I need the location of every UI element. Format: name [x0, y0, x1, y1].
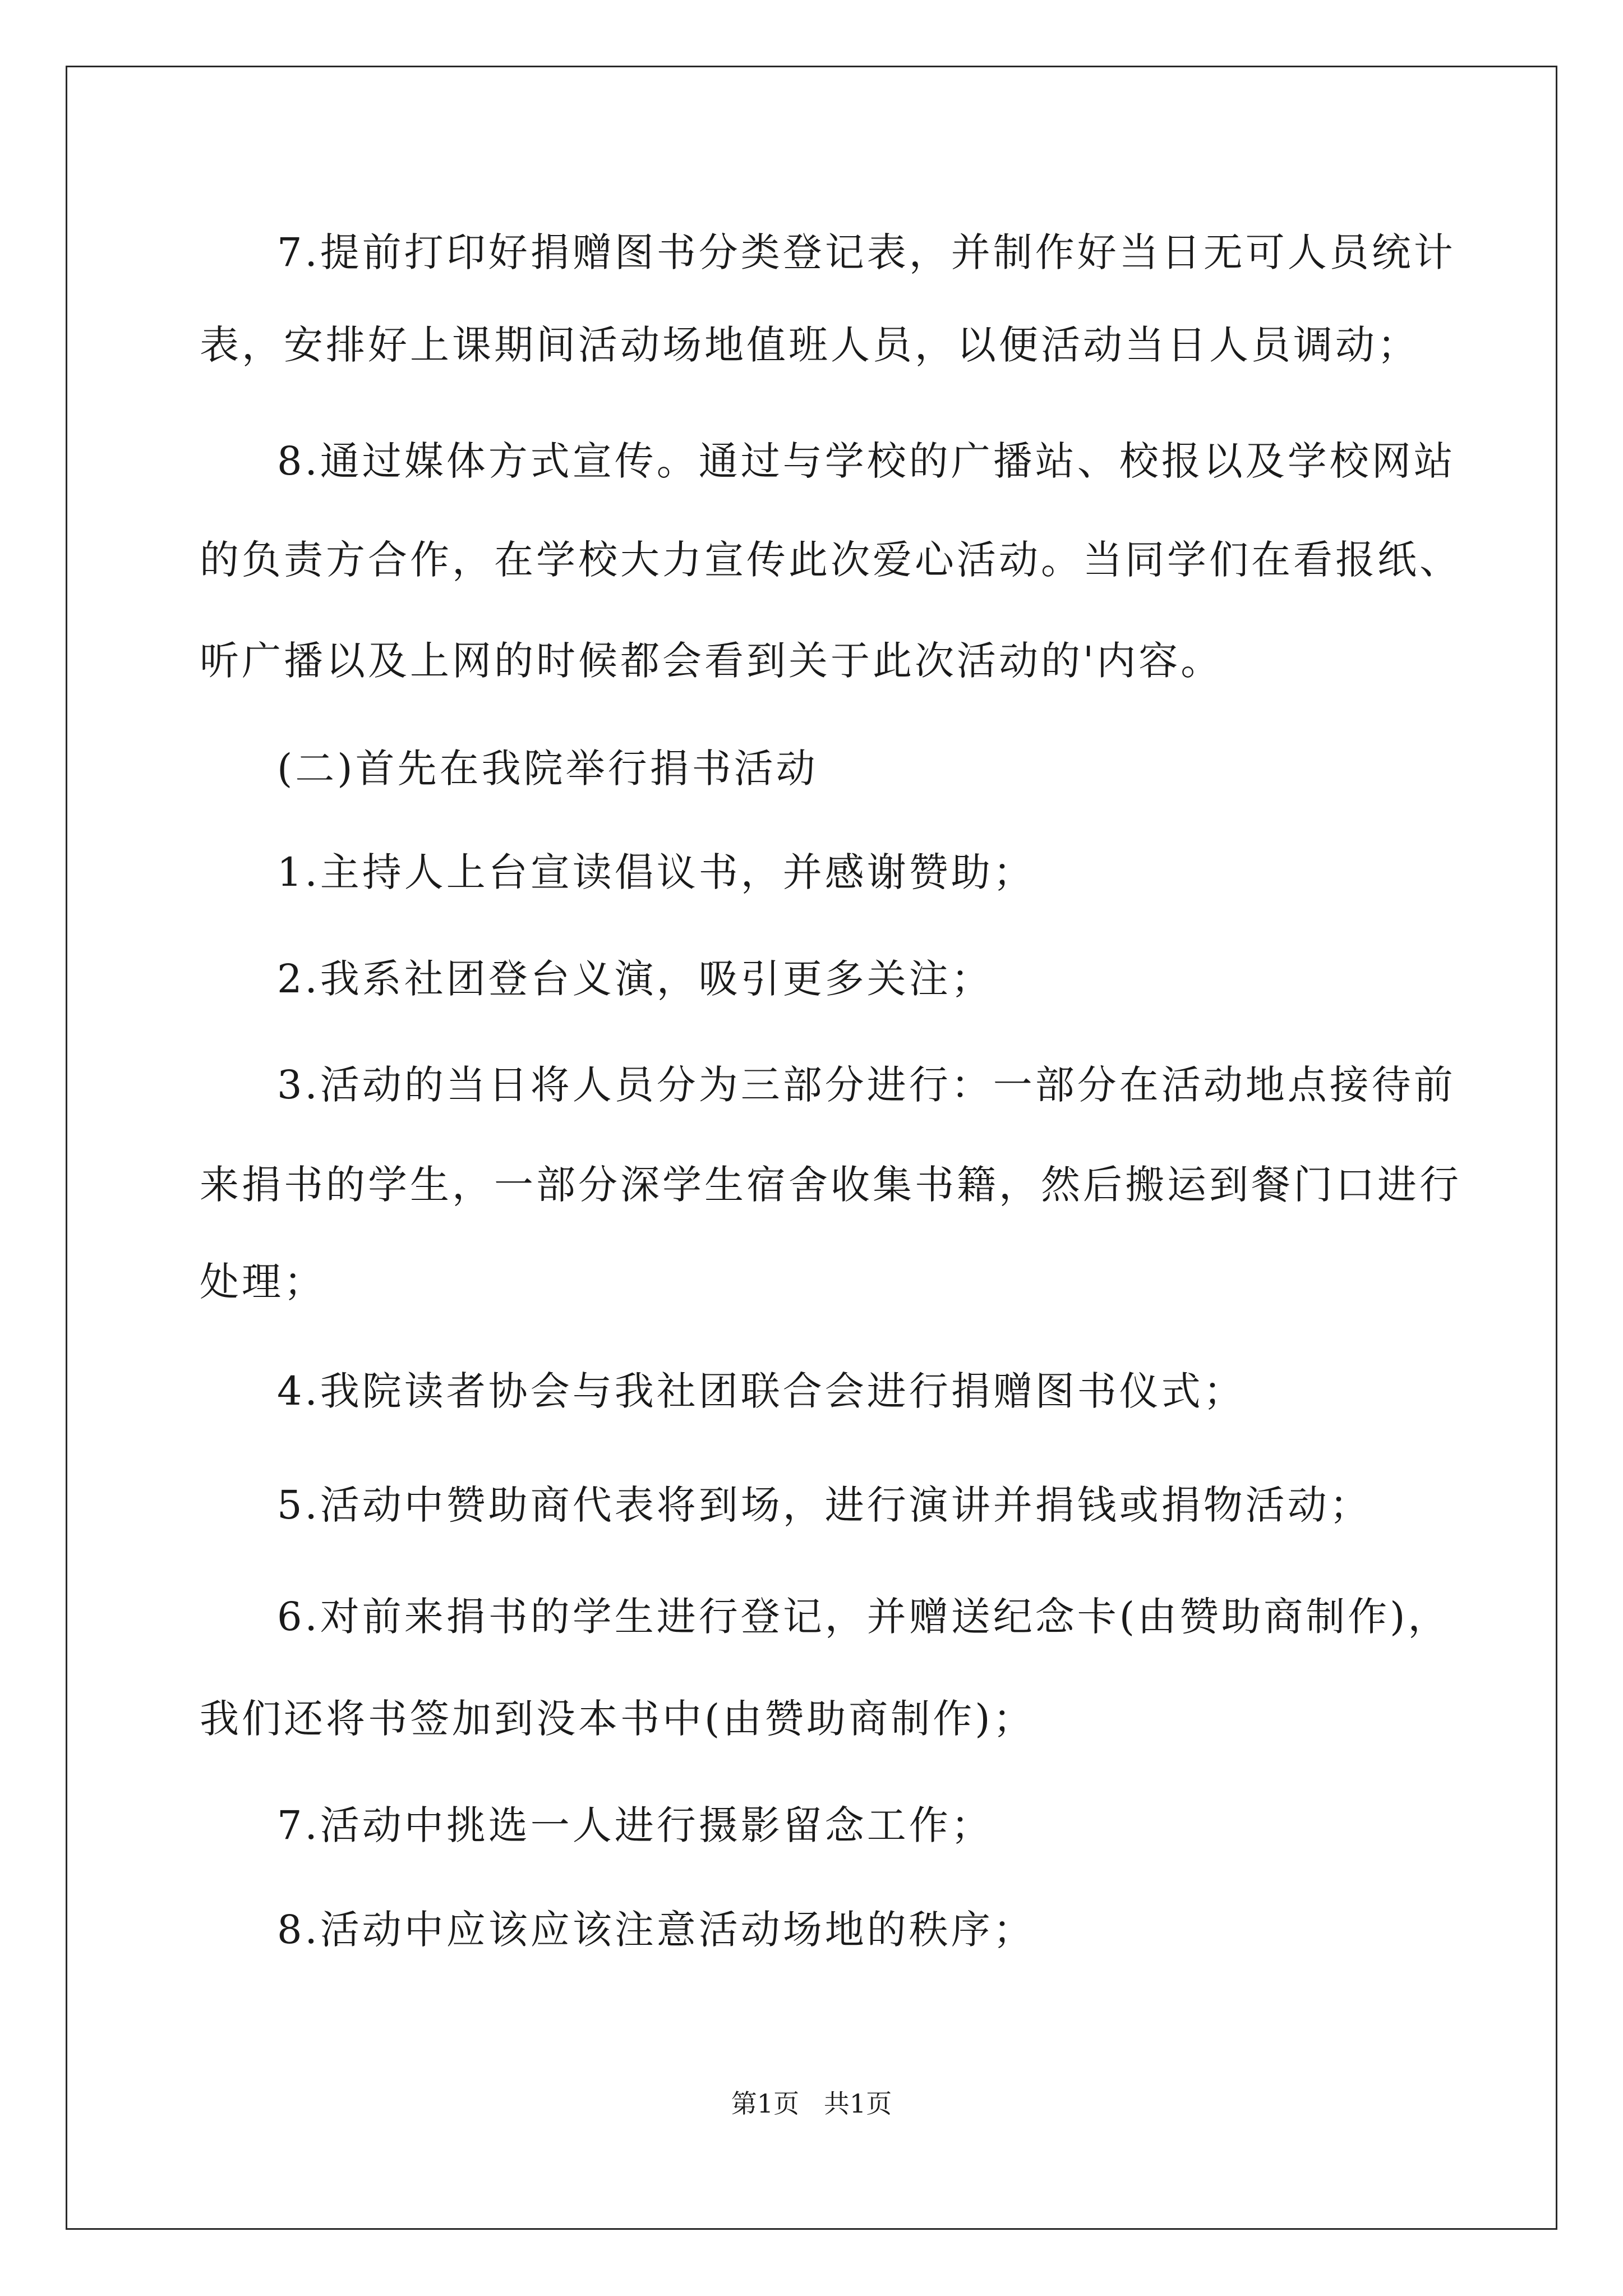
- paragraph-line: 8.活动中应该应该注意活动场地的秩序；: [277, 1907, 1035, 1953]
- paragraph-line: 我们还将书签加到没本书中(由赞助商制作)；: [200, 1696, 1035, 1742]
- paragraph-line: 6.对前来捐书的学生进行登记，并赠送纪念卡(由赞助商制作)，: [277, 1594, 1450, 1640]
- paragraph-line: 处理；: [200, 1259, 326, 1305]
- paragraph-line: 4.我院读者协会与我社团联合会进行捐赠图书仪式；: [277, 1368, 1246, 1414]
- paragraph-line: 3.活动的当日将人员分为三部分进行：一部分在活动地点接待前: [277, 1062, 1456, 1108]
- paragraph-line: 5.活动中赞助商代表将到场，进行演讲并捐钱或捐物活动；: [277, 1482, 1372, 1528]
- paragraph-line: 的负责方合作，在学校大力宣传此次爱心活动。当同学们在看报纸、: [200, 537, 1461, 583]
- paragraph-line: 1.主持人上台宣读倡议书，并感谢赞助；: [277, 849, 1035, 895]
- paragraph-line: 来捐书的学生，一部分深学生宿舍收集书籍，然后搬运到餐门口进行: [200, 1162, 1461, 1208]
- paragraph-line: 2.我系社团登台义演，吸引更多关注；: [277, 956, 993, 1002]
- paragraph-line: 7.提前打印好捐赠图书分类登记表，并制作好当日无可人员统计: [277, 229, 1456, 275]
- section-heading: (二)首先在我院举行捐书活动: [277, 746, 818, 792]
- paragraph-line: 8.通过媒体方式宣传。通过与学校的广播站、校报以及学校网站: [277, 438, 1456, 484]
- page-footer: 第1页 共1页: [731, 2088, 892, 2119]
- paragraph-line: 表，安排好上课期间活动场地值班人员，以便活动当日人员调动；: [200, 322, 1419, 368]
- paragraph-line: 听广播以及上网的时候都会看到关于此次活动的'内容。: [200, 638, 1223, 684]
- paragraph-line: 7.活动中挑选一人进行摄影留念工作；: [277, 1802, 993, 1848]
